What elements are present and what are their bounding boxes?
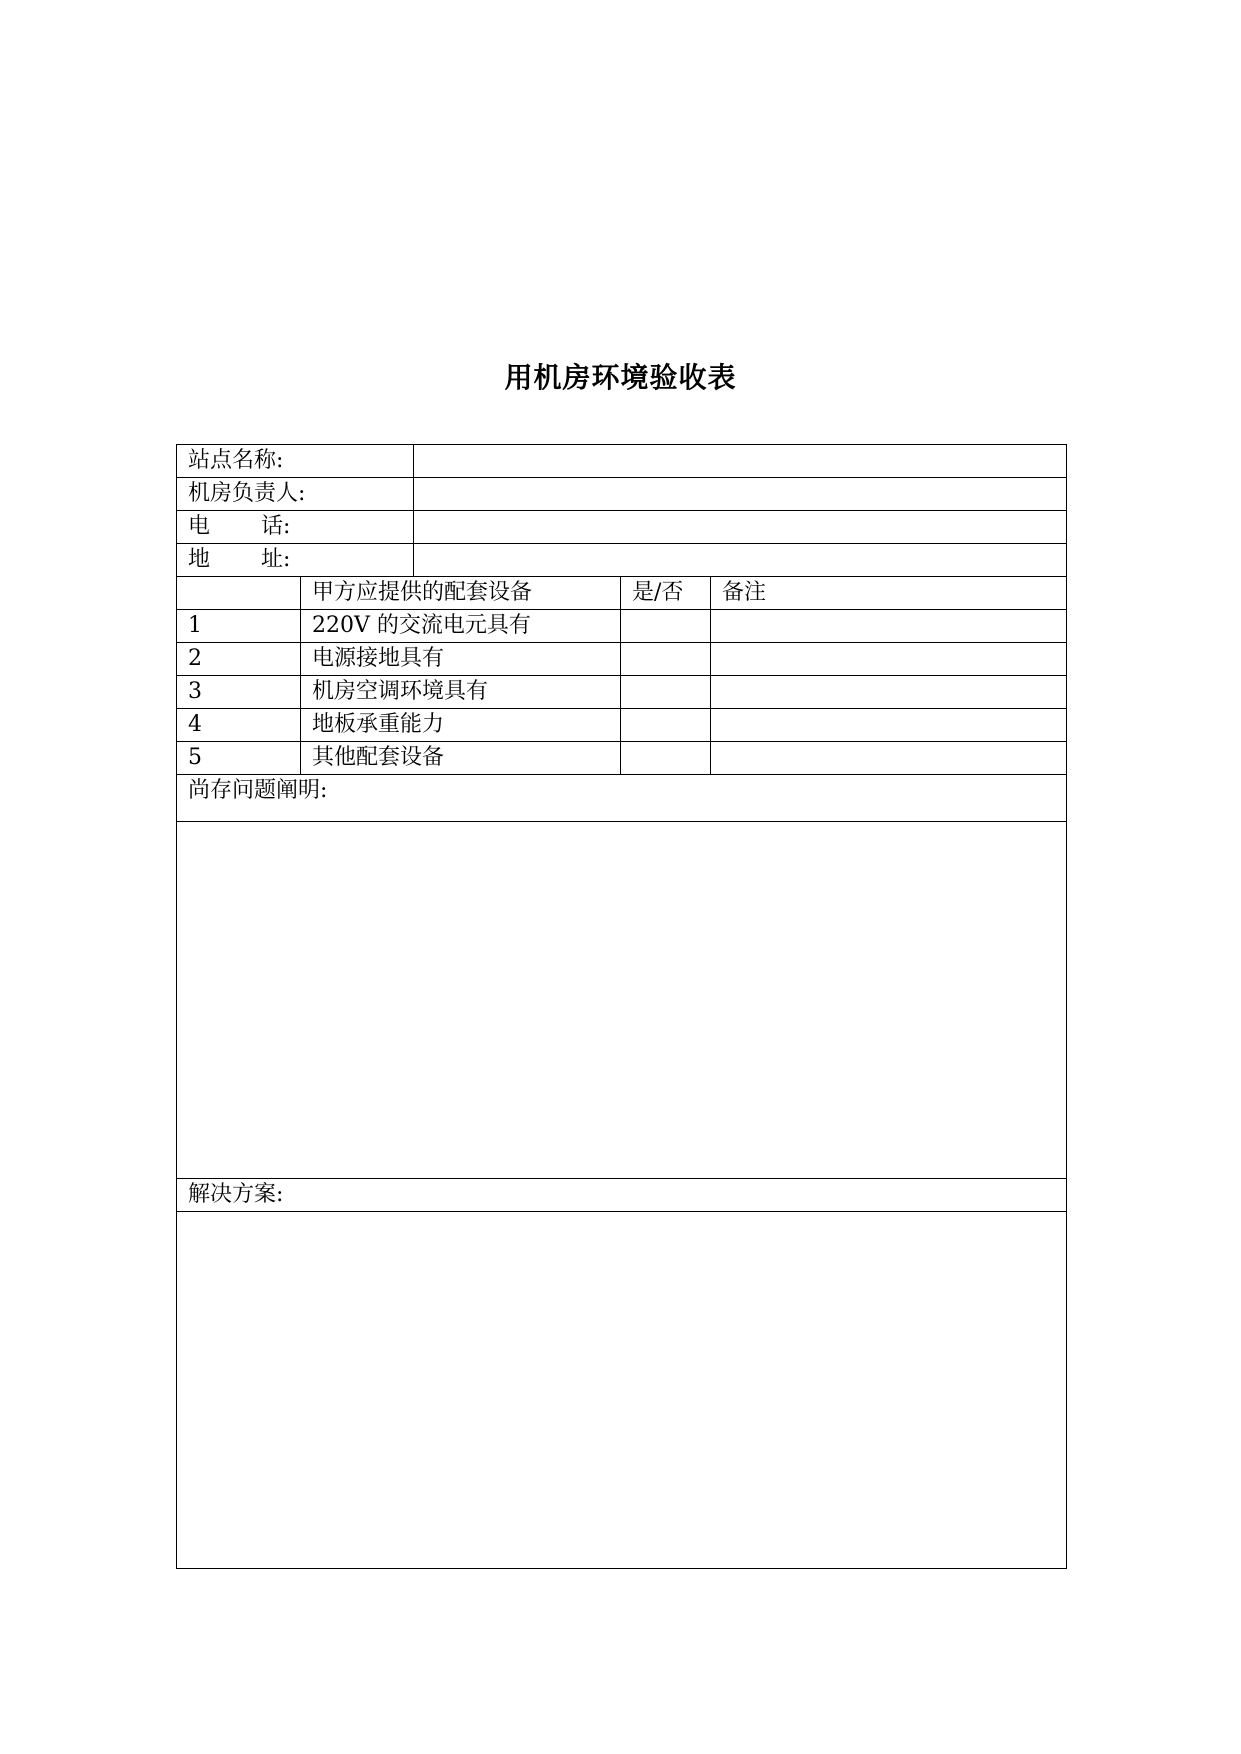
header-equipment: 甲方应提供的配套设备 xyxy=(301,577,621,610)
remark-cell[interactable] xyxy=(711,643,1067,676)
yes-no-cell[interactable] xyxy=(621,643,711,676)
issues-label: 尚存问题阐明: xyxy=(177,775,1067,822)
field-row-phone xyxy=(177,511,1067,544)
yes-no-cell[interactable] xyxy=(621,709,711,742)
remark-cell[interactable] xyxy=(711,610,1067,643)
table-row xyxy=(177,643,1067,676)
field-row-address xyxy=(177,544,1067,577)
equipment-item: 其他配套设备 xyxy=(301,742,621,775)
remark-cell[interactable] xyxy=(711,709,1067,742)
yes-no-cell[interactable] xyxy=(621,610,711,643)
table-row xyxy=(177,709,1067,742)
yes-no-cell[interactable] xyxy=(621,676,711,709)
row-number: 4 xyxy=(177,709,301,742)
row-number: 1 xyxy=(177,610,301,643)
remark-cell[interactable] xyxy=(711,742,1067,775)
document-title: 用机房环境验收表 xyxy=(504,361,737,394)
remark-cell[interactable] xyxy=(711,676,1067,709)
phone-value[interactable] xyxy=(414,511,1067,544)
room-manager-value[interactable] xyxy=(414,478,1067,511)
field-row-room-manager xyxy=(177,478,1067,511)
yes-no-cell[interactable] xyxy=(621,742,711,775)
table-row xyxy=(177,676,1067,709)
solution-body-row xyxy=(177,1212,1067,1569)
row-number: 3 xyxy=(177,676,301,709)
field-row-site-name xyxy=(177,445,1067,478)
solution-header-row xyxy=(177,1179,1067,1212)
equipment-header-row xyxy=(177,577,1067,610)
header-number xyxy=(177,577,301,610)
issues-header-row xyxy=(177,775,1067,822)
address-label: 地 址: xyxy=(177,544,414,577)
equipment-item: 机房空调环境具有 xyxy=(301,676,621,709)
issues-content[interactable] xyxy=(177,822,1067,1179)
site-name-value[interactable] xyxy=(414,445,1067,478)
site-name-label: 站点名称: xyxy=(177,445,414,478)
phone-label: 电 话: xyxy=(177,511,414,544)
header-remark: 备注 xyxy=(711,577,1067,610)
header-yes-no: 是/否 xyxy=(621,577,711,610)
equipment-item: 220V 的交流电元具有 xyxy=(301,610,621,643)
equipment-item: 地板承重能力 xyxy=(301,709,621,742)
table-row xyxy=(177,610,1067,643)
issues-body-row xyxy=(177,822,1067,1179)
solution-label: 解决方案: xyxy=(177,1179,1067,1212)
row-number: 5 xyxy=(177,742,301,775)
row-number: 2 xyxy=(177,643,301,676)
room-manager-label: 机房负责人: xyxy=(177,478,414,511)
table-row xyxy=(177,742,1067,775)
solution-content[interactable] xyxy=(177,1212,1067,1569)
address-value[interactable] xyxy=(414,544,1067,577)
acceptance-form-table xyxy=(176,444,1067,1569)
equipment-item: 电源接地具有 xyxy=(301,643,621,676)
